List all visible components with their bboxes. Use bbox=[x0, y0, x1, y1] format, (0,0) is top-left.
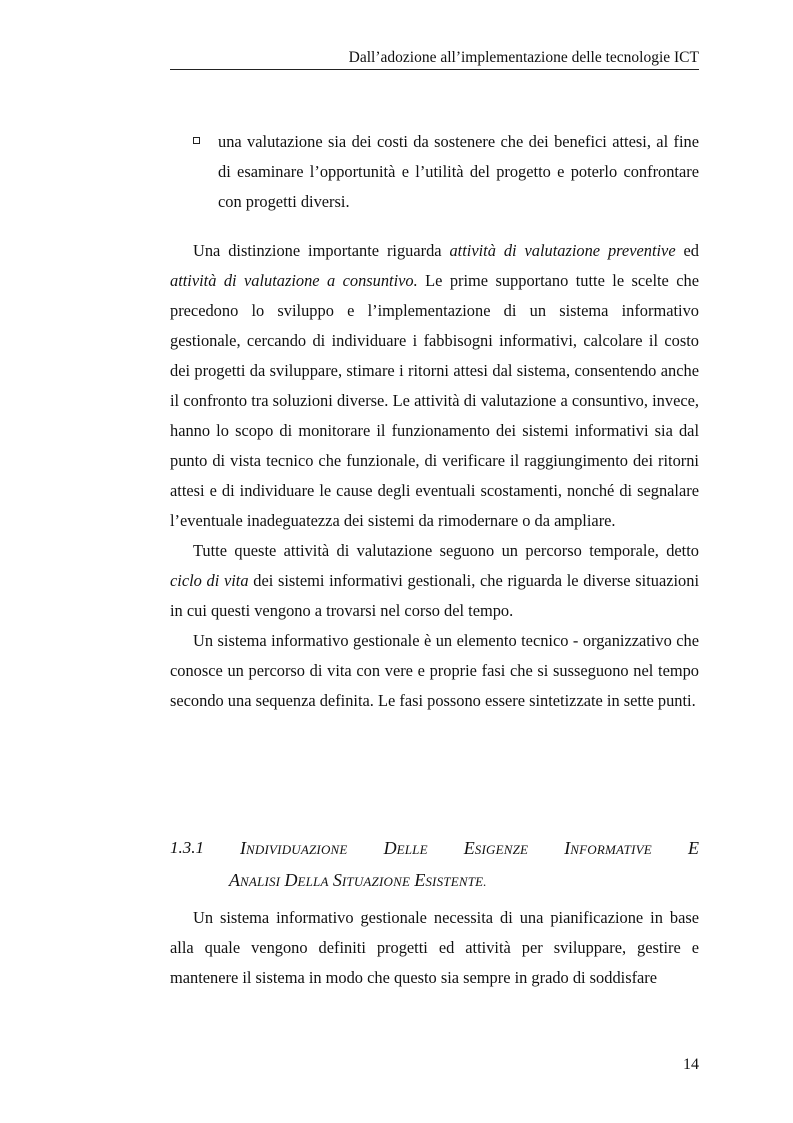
emphasis-preventive: attività di valutazione preventive bbox=[449, 241, 676, 260]
paragraph-text: Tutte queste attività di valutazione seguono un percorso temporale, detto bbox=[193, 541, 699, 560]
heading-word: INDIVIDUAZIONE bbox=[240, 838, 348, 858]
square-bullet-icon bbox=[193, 137, 200, 144]
running-header: Dall’adozione all’implementazione delle tecnologie ICT bbox=[348, 49, 699, 66]
bullet-list bbox=[193, 127, 699, 217]
heading-word: E bbox=[687, 838, 699, 858]
paragraph-text: Una distinzione importante riguarda bbox=[193, 241, 450, 260]
heading-word: ESIGENZE bbox=[463, 838, 529, 858]
bullet-text: una valutazione sia dei costi da sostenere che dei benefici attesi, al fine di esaminare l’opportunità e l’utilità del progetto e poterlo confrontare con progetti diversi. bbox=[218, 132, 699, 211]
heading-word: DELLE bbox=[383, 838, 428, 858]
section-heading bbox=[170, 833, 699, 897]
paragraph-valutazione bbox=[170, 236, 699, 536]
emphasis-ciclo-di-vita: ciclo di vita bbox=[170, 571, 249, 590]
section-heading-line1 bbox=[170, 833, 699, 865]
page-number: 14 bbox=[683, 1056, 699, 1073]
paragraph-text: Le prime supportano tutte le scelte che precedono lo sviluppo e l’implementazione di un sistema informativo gestionale, cercando di individuare i fabbisogni informativi, calcolare il costo dei progetti da sviluppare, stimare i ritorni attesi dal sistema, consentendo anche il confronto tra soluzioni diverse. Le attività di valutazione a consuntivo, invece, hanno lo scopo di monitorare il funzionamento dei sistemi informativi sia dal punto di vista tecnico che funzionale, di verificare il raggiungimento dei ritorni attesi e di individuare le cause degli eventuali scostamenti, nonché di segnalare l’eventuale inadeguatezza dei sistemi da rimodernare o da ampliare. bbox=[170, 271, 699, 530]
paragraph-text: ed bbox=[675, 241, 699, 260]
section-heading-line2: ANALISI DELLA SITUAZIONE ESISTENTE. bbox=[229, 870, 487, 890]
paragraph-pianificazione: Un sistema informativo gestionale necessita di una pianificazione in base alla quale vengono definiti progetti ed attività per sviluppare, gestire e mantenere il sistema in modo che questo sia sempre in grado di soddisfare bbox=[170, 908, 699, 987]
body-paragraphs-after-heading bbox=[170, 903, 699, 993]
body-paragraphs bbox=[170, 236, 699, 716]
paragraph-fasi: Un sistema informativo gestionale è un elemento tecnico - organizzativo che conosce un percorso di vita con vere e proprie fasi che si susseguono nel tempo secondo una sequenza definita. Le fasi possono essere sintetizzate in sette punti. bbox=[170, 631, 699, 710]
section-number: 1.3.1 bbox=[170, 838, 204, 857]
paragraph-text: dei sistemi informativi gestionali, che riguarda le diverse situazioni in cui questi vengono a trovarsi nel corso del tempo. bbox=[170, 571, 699, 620]
list-item bbox=[193, 127, 699, 217]
emphasis-consuntivo: attività di valutazione a consuntivo. bbox=[170, 271, 418, 290]
header-rule bbox=[170, 69, 699, 70]
paragraph-ciclo-di-vita bbox=[170, 536, 699, 626]
heading-word: INFORMATIVE bbox=[564, 838, 652, 858]
